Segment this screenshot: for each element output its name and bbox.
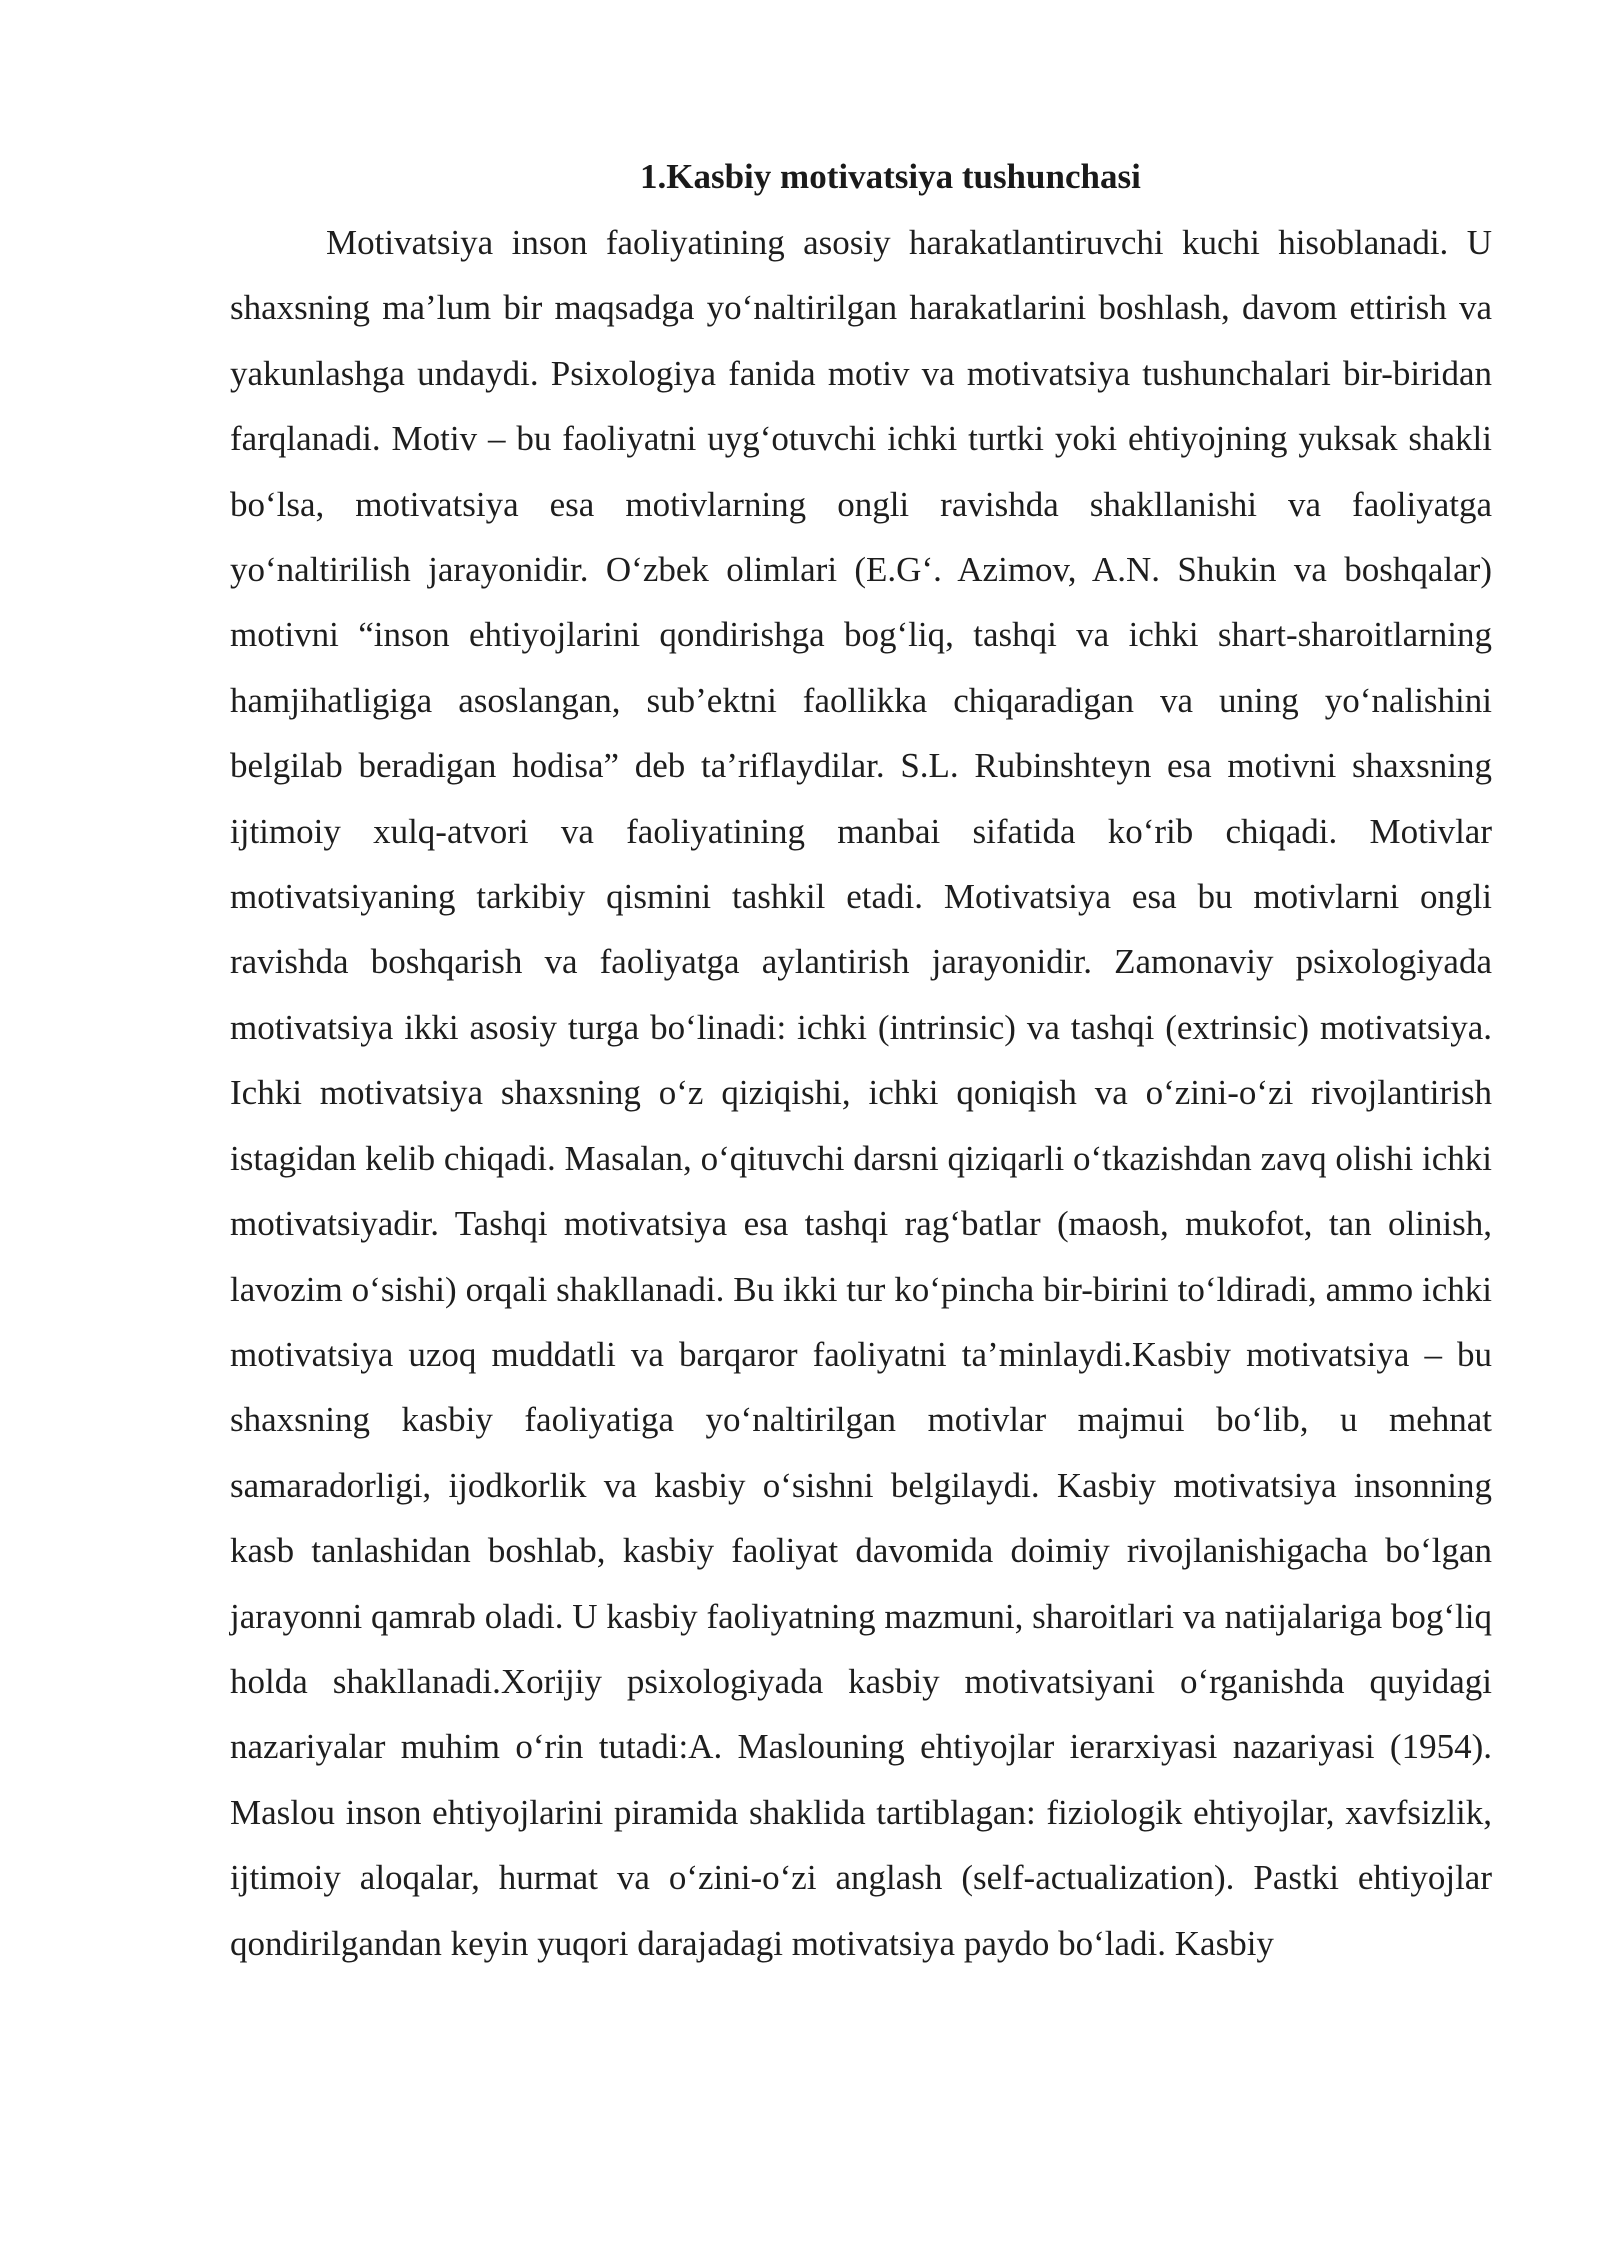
section-heading: 1.Kasbiy motivatsiya tushunchasi [640,157,1141,196]
body-paragraph: Motivatsiya inson faoliyatining asosiy harakatlantiruvchi kuchi hisoblanadi. U shaxsning ma’lum bir maqsadga yo‘naltirilgan harakatlarini boshlash, davom ettirish va yakunlashga undaydi. Psixologiya fanida motiv va motivatsiya tushunchalari bir-biridan farqlanadi. Motiv – bu faoliyatni uyg‘otuvchi ichki turtki yoki ehtiyojning yuksak shakli bo‘lsa, motivatsiya esa motivlarning ongli ravishda shakllanishi va faoliyatga yo‘naltirilish jarayonidir. O‘zbek olimlari (E.G‘. Azimov, A.N. Shukin va boshqalar) motivni “inson ehtiyojlarini qondirishga bog‘liq, tashqi va ichki shart-sharoitlarning hamjihatligiga asoslangan, sub’ektni faollikka chiqaradigan va uning yo‘nalishini belgilab beradigan hodisa” deb ta’riflaydilar. S.L. Rubinshteyn esa motivni shaxsning ijtimoiy xulq-atvori va faoliyatining manbai sifatida ko‘rib chiqadi. Motivlar motivatsiyaning tarkibiy qismini tashkil etadi. Motivatsiya esa bu motivlarni ongli ravishda boshqarish va faoliyatga aylantirish jarayonidir. Zamonaviy psixologiyada motivatsiya ikki asosiy turga bo‘linadi: ichki (intrinsic) va tashqi (extrinsic) motivatsiya. Ichki motivatsiya shaxsning o‘z qiziqishi, ichki qoniqish va o‘zini-o‘zi rivojlantirish istagidan kelib chiqadi. Masalan, o‘qituvchi darsni qiziqarli o‘tkazishdan zavq olishi ichki motivatsiyadir. Tashqi motivatsiya esa tashqi rag‘batlar (maosh, mukofot, tan olinish, lavozim o‘sishi) orqali shakllanadi. Bu ikki tur ko‘pincha bir-birini to‘ldiradi, ammo ichki motivatsiya uzoq muddatli va barqaror faoliyatni ta’minlaydi.Kasbiy motivatsiya – bu shaxsning kasbiy faoliyatiga yo‘naltirilgan motivlar majmui bo‘lib, u mehnat samaradorligi, ijodkorlik va kasbiy o‘sishni belgilaydi. Kasbiy motivatsiya insonning kasb tanlashidan boshlab, kasbiy faoliyat davomida doimiy rivojlanishigacha bo‘lgan jarayonni qamrab oladi. U kasbiy faoliyatning mazmuni, sharoitlari va natijalariga bog‘liq holda shakllanadi.Xorijiy psixologiyada kasbiy motivatsiyani o‘rganishda quyidagi nazariyalar muhim o‘rin tutadi:A. Maslouning ehtiyojlar ierarxiyasi nazariyasi (1954). Maslou inson ehtiyojlarini piramida shaklida tartiblagan: fiziologik ehtiyojlar, xavfsizlik, ijtimoiy aloqalar, hurmat va o‘zini-o‘zi anglash (self-actualization). Pastki ehtiyojlar qondirilgandan keyin yuqori darajadagi motivatsiya paydo bo‘ladi. Kasbiy [230,223,1492,1963]
